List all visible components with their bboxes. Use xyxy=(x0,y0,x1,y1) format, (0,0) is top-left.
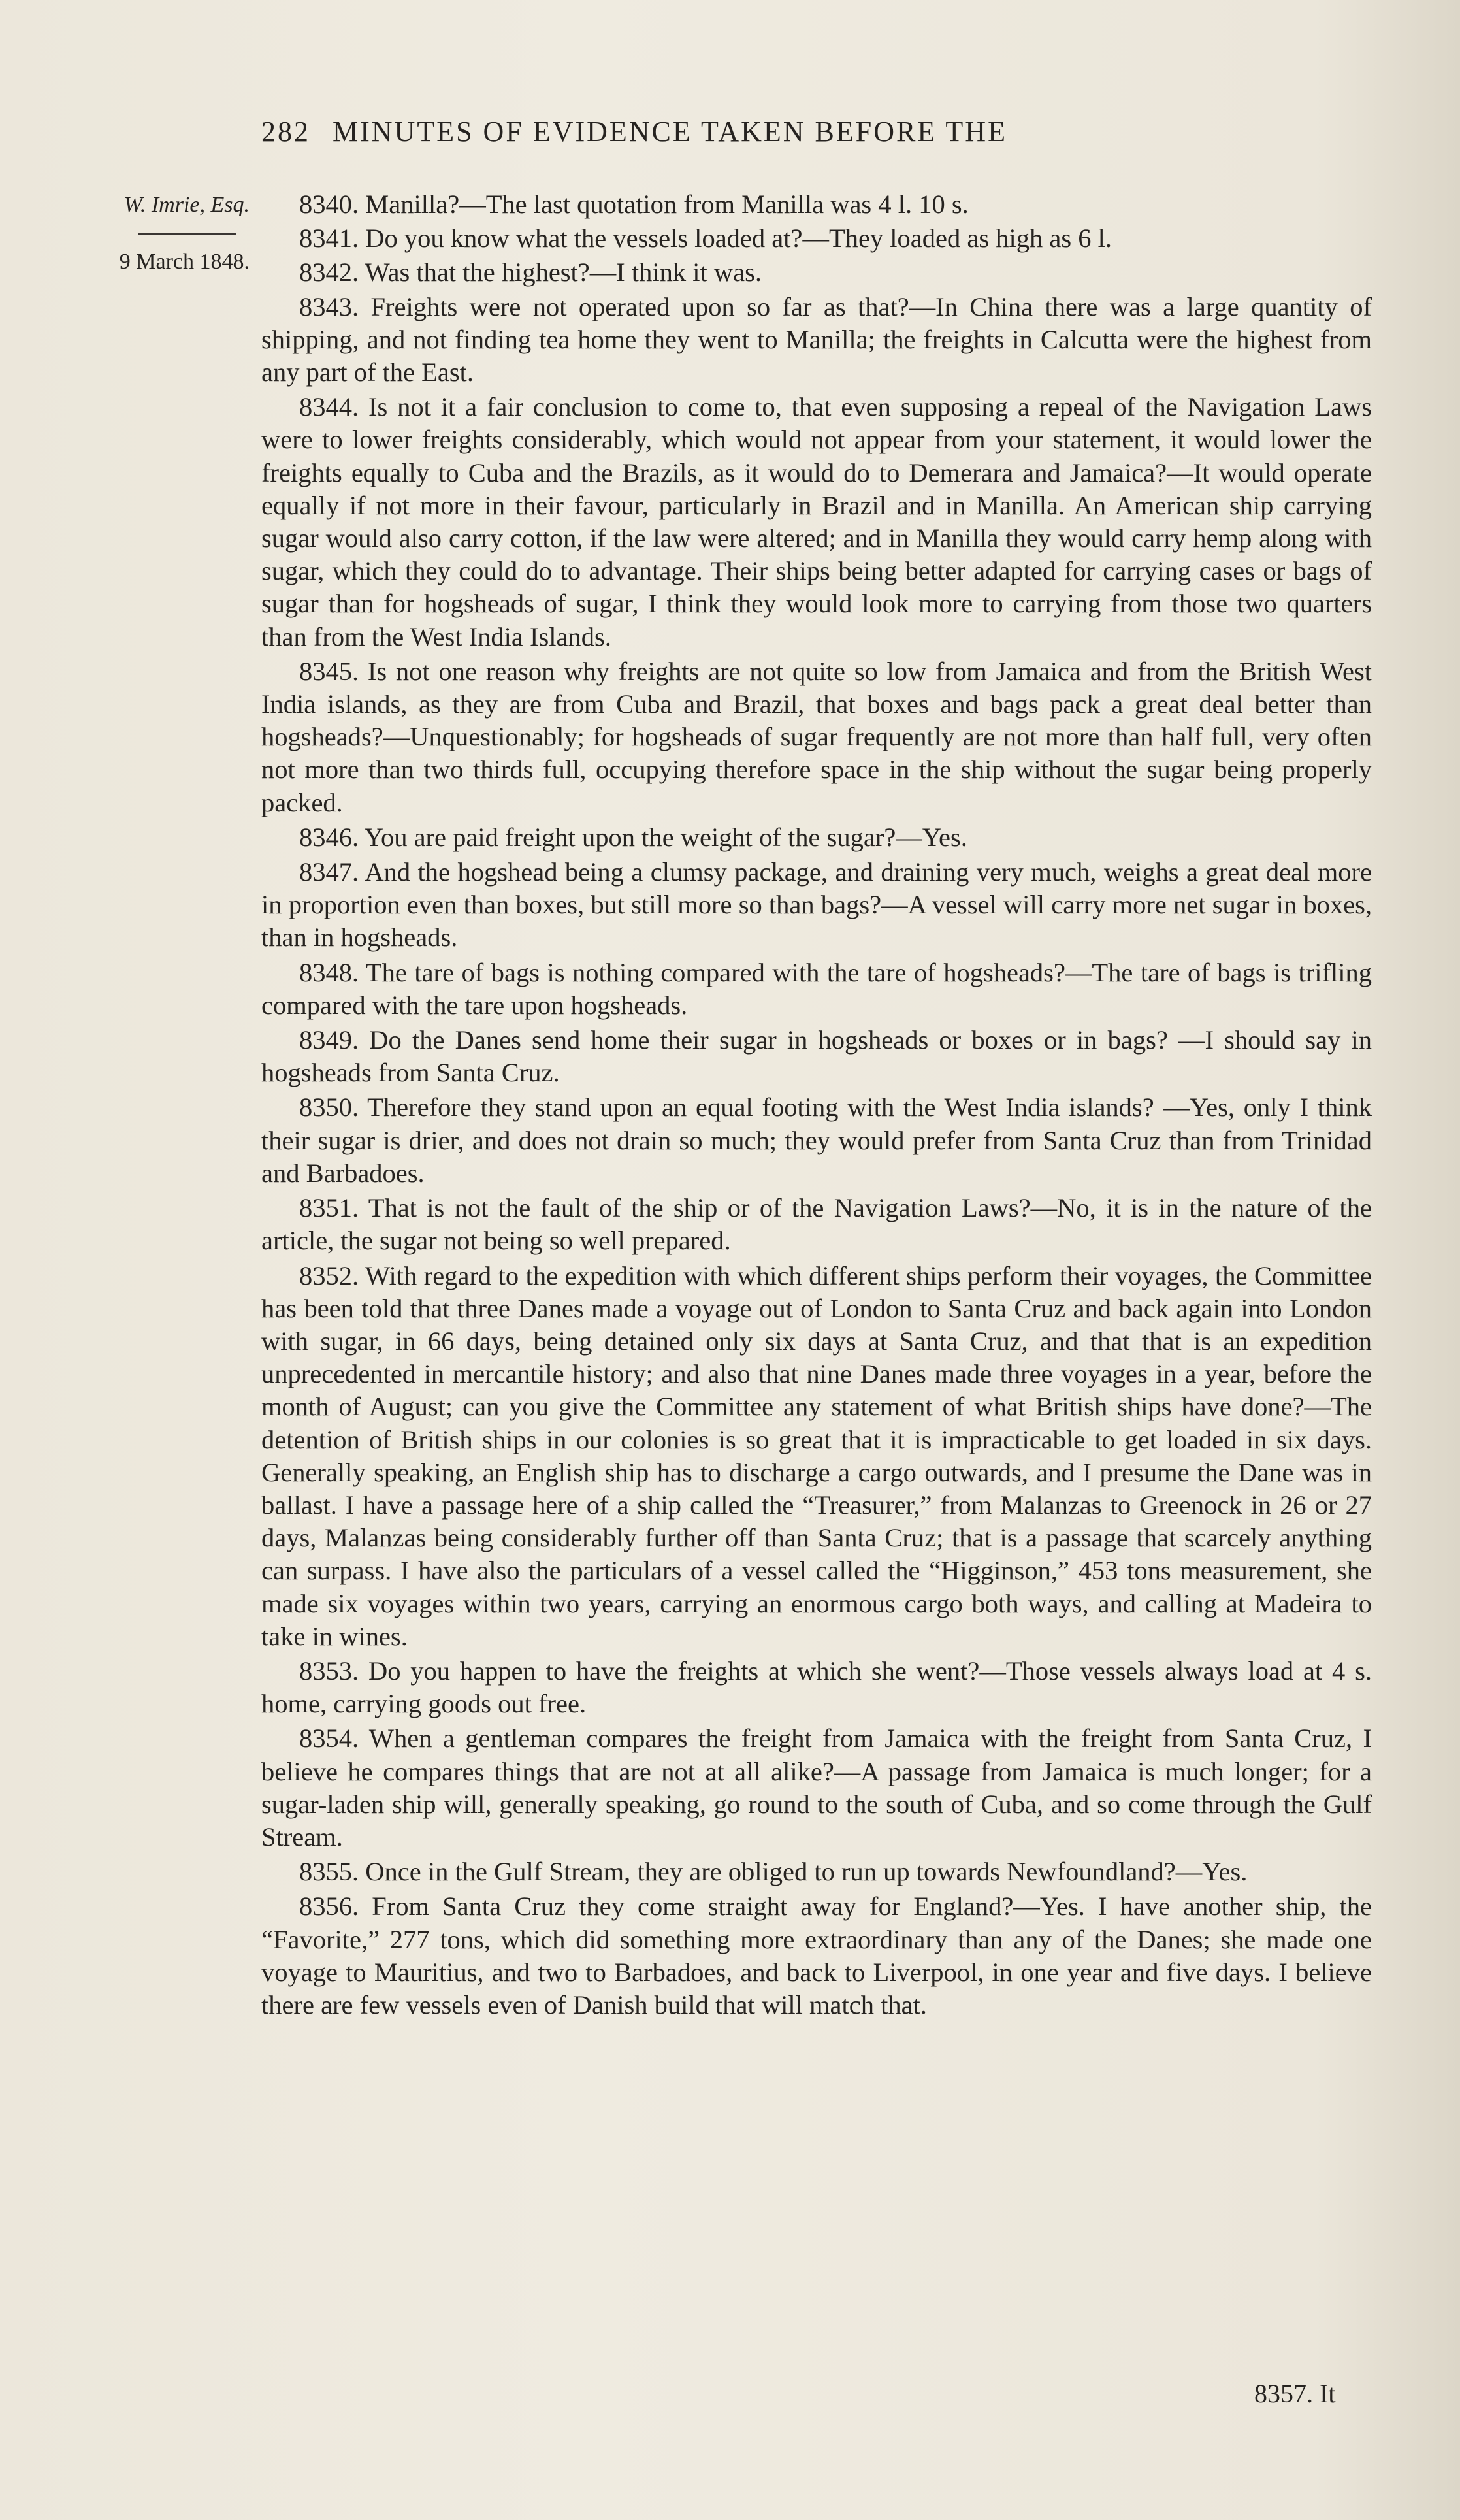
running-header xyxy=(261,115,1241,148)
page-number: 282 xyxy=(261,116,310,148)
question-8343: 8343. Freights were not operated upon so far as that?—In China there was a large quantity of shipping, and not finding tea home they went to Manilla; the freights in Calcutta were the highest from any part of the East. xyxy=(261,291,1372,387)
question-8348: 8348. The tare of bags is nothing compared with the tare of hogsheads?—The tare of bags is trifling compared with the tare upon hogsheads. xyxy=(261,957,1372,1020)
margin-rule xyxy=(138,233,236,235)
header-title: MINUTES OF EVIDENCE TAKEN BEFORE THE xyxy=(333,116,1007,148)
question-8340: 8340. Manilla?—The last quotation from Manilla was 4 l. 10 s. xyxy=(299,189,969,219)
margin-note xyxy=(54,189,250,278)
catchword: 8357. It xyxy=(1254,2379,1336,2408)
question-8347: 8347. And the hogshead being a clumsy package, and draining very much, weighs a great deal more in proportion even than boxes, but still more so than bags?—A vessel will carry more net sugar in boxes, than in hogsheads. xyxy=(261,857,1372,953)
question-8355: 8355. Once in the Gulf Stream, they are obliged to run up towards Newfoundland?—Yes. xyxy=(299,1857,1248,1887)
question-8349: 8349. Do the Danes send home their sugar in hogsheads or boxes or in bags? —I should say in hogsheads from Santa Cruz. xyxy=(261,1025,1372,1088)
evidence-date: 9 March 1848. xyxy=(119,250,250,274)
question-8350: 8350. Therefore they stand upon an equal footing with the West India islands? —Yes, only I think their sugar is drier, and does not drain so much; they would prefer from Santa Cruz than from Trinidad and Barbadoes. xyxy=(261,1092,1372,1188)
question-8341: 8341. Do you know what the vessels loaded at?—They loaded as high as 6 l. xyxy=(299,223,1112,254)
question-8353: 8353. Do you happen to have the freights at which she went?—Those vessels always load at 4 s. home, carrying goods out free. xyxy=(261,1656,1372,1719)
question-8342: 8342. Was that the highest?—I think it was. xyxy=(299,257,762,287)
witness-name: W. Imrie, Esq. xyxy=(123,193,250,217)
question-8345: 8345. Is not one reason why freights are not quite so low from Jamaica and from the British West India islands, as they are from Cuba and Brazil, that boxes and bags pack a great deal better than hogsheads?—Unquestionably; for hogsheads of sugar frequently are not more than half full, very often not more than two thirds full, occupying therefore space in the ship without the sugar being properly packed. xyxy=(261,656,1372,817)
question-8346: 8346. You are paid freight upon the weight of the sugar?—Yes. xyxy=(299,822,967,852)
question-8351: 8351. That is not the fault of the ship or of the Navigation Laws?—No, it is in the nature of the article, the sugar not being so well prepared. xyxy=(261,1193,1372,1256)
question-8356: 8356. From Santa Cruz they come straight away for England?—Yes. I have another ship, the “Favorite,” 277 tons, which did something more extraordinary than any of the Danes; she made one voyage to Mauritius, and two to Barbadoes, and back to Liverpool, in one year and five days. I believe there are few vessels even of Danish build that will match that. xyxy=(261,1891,1372,2020)
question-8352: 8352. With regard to the expedition with which different ships perform their voyages, the Committee has been told that three Danes made a voyage out of London to Santa Cruz and back again into London with sugar, in 66 days, being detained only six days at Santa Cruz, and that that is an expedition unprecedented in mercantile history; and also that nine Danes made three voyages in a year, before the month of August; can you give the Committee any statement of what British ships have done?—The detention of British ships in our colonies is so great that it is impracticable to get loaded in six days. Generally speaking, an English ship has to discharge a cargo outwards, and I presume the Dane was in ballast. I have a passage here of a ship called the “Treasurer,” from Malanzas to Greenock in 26 or 27 days, Malanzas being considerably further off than Santa Cruz; that is a passage that scarcely anything can surpass. I have also the particulars of a vessel called the “Higginson,” 453 tons measurement, she made six voyages within two years, carrying an enormous cargo both ways, and calling at Madeira to take in wines. xyxy=(261,1260,1372,1651)
body-text xyxy=(261,188,1372,2023)
question-8344: 8344. Is not it a fair conclusion to come to, that even supposing a repeal of the Navigation Laws were to lower freights considerably, which would not appear from your statement, it would lower the freights equally to Cuba and the Brazils, as it would do to Demerara and Jamaica?—It would operate equally if not more in their favour, particularly in Brazil and in Manilla. An American ship carrying sugar would also carry cotton, if the law were altered; and in Manilla they would carry hemp along with sugar, which they could do to advantage. Their ships being better adapted for carrying cases or bags of sugar than for hogsheads of sugar, I think they would look more to carrying from those two quarters than from the West India Islands. xyxy=(261,392,1372,651)
question-8354: 8354. When a gentleman compares the freight from Jamaica with the freight from Santa Cruz, I believe he compares things that are not at all alike?—A passage from Jamaica is much longer; for a sugar-laden ship will, generally speaking, go round to the south of Cuba, and so come through the Gulf Stream. xyxy=(261,1724,1372,1852)
